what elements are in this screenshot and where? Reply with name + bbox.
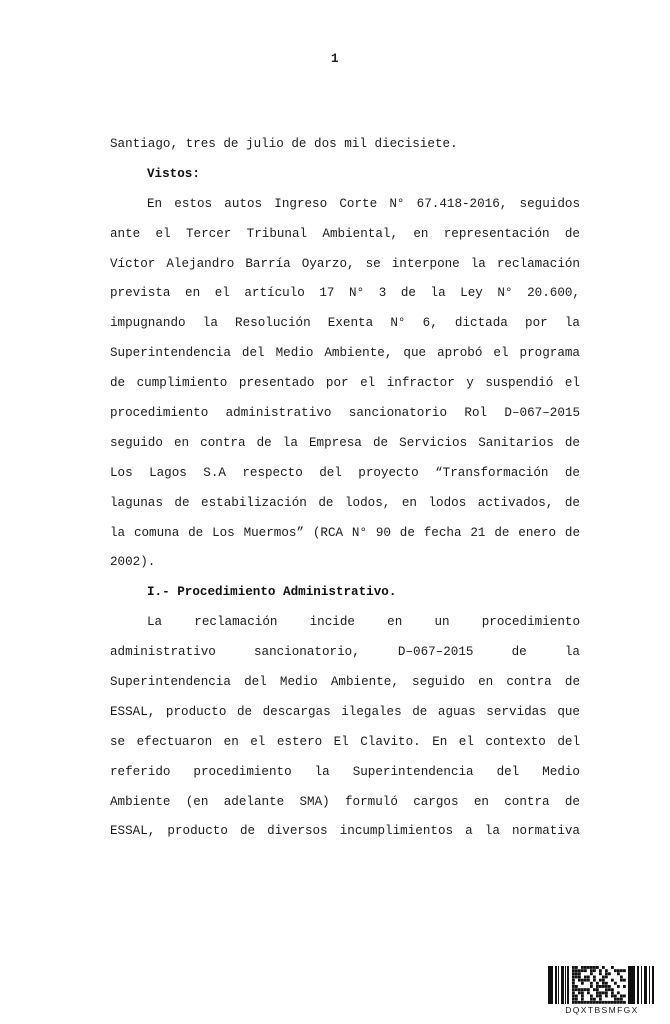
section-heading: I.- Procedimiento Administrativo. — [147, 585, 397, 600]
barcode-caption: DQXTBSMFGX — [565, 1005, 639, 1015]
text-line: ESSAL, producto de diversos incumplimientos a la normativa — [110, 824, 580, 839]
text-line: lagunas de estabilización de lodos, en lodos activados, de — [110, 495, 580, 510]
text-line: administrativo sancionatorio, D–067–2015 de la — [110, 645, 580, 660]
text-line: Víctor Alejandro Barría Oyarzo, se interpone la reclamación — [110, 256, 580, 271]
text-line: se efectuaron en el estero El Clavito. En el contexto del — [110, 734, 580, 749]
text-line: En estos autos Ingreso Corte N° 67.418-2016, seguidos — [147, 196, 580, 211]
text-line: ante el Tercer Tribunal Ambiental, en representación de — [110, 226, 580, 241]
text-line: prevista en el artículo 17 N° 3 de la Ley N° 20.600, — [110, 286, 580, 301]
text-line: seguido en contra de la Empresa de Servicios Sanitarios de — [110, 435, 580, 450]
page-number: 1 — [330, 52, 339, 66]
document-body — [110, 130, 580, 847]
verification-barcode — [548, 966, 656, 1015]
text-line: procedimiento administrativo sancionatorio Rol D–067–2015 — [110, 406, 580, 421]
barcode-icon — [548, 966, 656, 1004]
text-line: referido procedimiento la Superintendencia del Medio — [110, 764, 580, 779]
text-line: impugnando la Resolución Exenta N° 6, dictada por la — [110, 316, 580, 331]
text-line: la comuna de Los Muermos” (RCA N° 90 de fecha 21 de enero de — [110, 525, 580, 540]
text-line: Ambiente (en adelante SMA) formuló cargos en contra de — [110, 794, 580, 809]
text-line: 2002). — [110, 555, 156, 570]
date-line: Santiago, tres de julio de dos mil diecisiete. — [110, 137, 458, 151]
text-line: Los Lagos S.A respecto del proyecto “Transformación de — [110, 465, 580, 480]
barcode-matrix — [572, 966, 626, 1004]
text-line: Superintendencia del Medio Ambiente, seguido en contra de — [110, 675, 580, 690]
text-line: ESSAL, producto de descargas ilegales de aguas servidas que — [110, 704, 580, 719]
vistos-heading: Vistos: — [147, 166, 200, 181]
text-line: de cumplimiento presentado por el infractor y suspendió el — [110, 376, 580, 391]
text-line: La reclamación incide en un procedimiento — [147, 615, 580, 630]
text-line: Superintendencia del Medio Ambiente, que aprobó el programa — [110, 346, 580, 361]
